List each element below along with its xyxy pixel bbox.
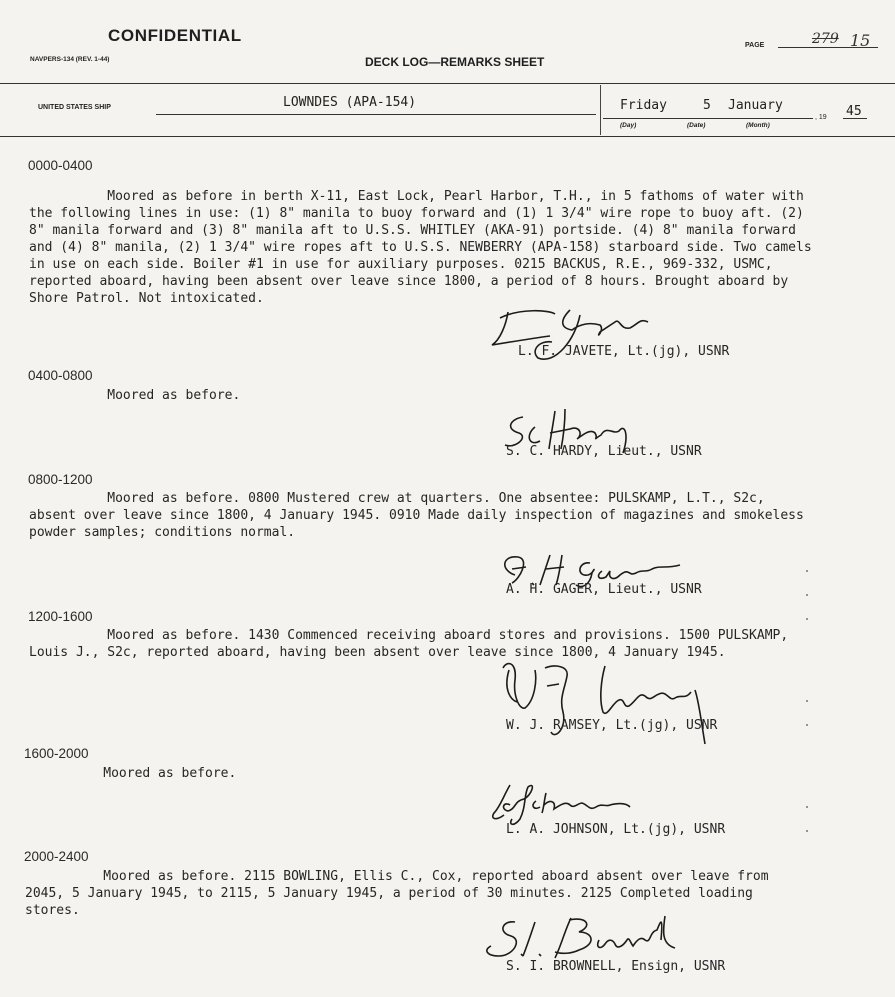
watch-period: 2000-2400	[24, 849, 89, 864]
watch-entry-line: Moored as before in berth X-11, East Lock, Pearl Harbor, T.H., in 5 fathoms of water with	[29, 189, 804, 204]
officer-signature: L. A. JOHNSON, Lt.(jg), USNR	[506, 822, 726, 837]
confidential-stamp: CONFIDENTIAL	[108, 26, 242, 45]
header-vertical-divider	[600, 85, 601, 135]
watch-entry-line: 8" manila forward and (3) 8" manila aft to U.S.S. WHITLEY (AKA-91) portside. (4) 8" manila forward	[29, 223, 797, 238]
watch-period: 0000-0400	[28, 158, 93, 173]
watch-period: 0400-0800	[28, 368, 93, 383]
watch-entry-line: Louis J., S2c, reported aboard, having been absent over leave since 1800, 4 January 1945.	[29, 645, 726, 660]
watch-entry-line: absent over leave since 1800, 4 January 1945. 0910 Made daily inspection of magazines and smokeless	[29, 508, 804, 523]
officer-signature: A. H. GAGER, Lieut., USNR	[506, 582, 702, 597]
paper-speck	[806, 570, 808, 572]
watch-entry-line: Moored as before. 2115 BOWLING, Ellis C., Cox, reported aboard absent over leave from	[25, 869, 769, 884]
watch-entry-line: Moored as before.	[29, 388, 241, 403]
paper-speck	[806, 830, 808, 832]
day-value: Friday	[620, 98, 667, 113]
date-value: 5	[703, 98, 711, 113]
page-number-struck: 279	[812, 31, 839, 47]
year-value: 45	[846, 104, 862, 119]
handwritten-signature	[495, 640, 718, 750]
ship-name-line	[156, 114, 596, 115]
date-caption: (Date)	[687, 122, 706, 129]
page-number: 15	[850, 31, 871, 50]
header-divider-bottom	[0, 136, 895, 137]
watch-entry-line: Moored as before. 0800 Mustered crew at quarters. One absentee: PULSKAMP, L.T., S2c,	[29, 491, 765, 506]
watch-entry-line: Shore Patrol. Not intoxicated.	[29, 291, 264, 306]
officer-signature: W. J. RAMSEY, Lt.(jg), USNR	[506, 718, 718, 733]
officer-signature: S. C. HARDY, Lieut., USNR	[506, 444, 702, 459]
header-divider-top	[0, 83, 895, 84]
watch-period: 1200-1600	[28, 609, 93, 624]
paper-speck	[806, 724, 808, 726]
ship-label: UNITED STATES SHIP	[38, 104, 111, 111]
paper-speck	[806, 594, 808, 596]
month-caption: (Month)	[746, 122, 770, 129]
watch-entry-line: Moored as before.	[25, 766, 237, 781]
day-caption: (Day)	[620, 122, 637, 129]
sheet-title: DECK LOG—REMARKS SHEET	[365, 55, 545, 69]
year-prefix: , 19	[815, 114, 827, 121]
watch-entry-line: in use on each side. Boiler #1 in use for auxiliary purposes. 0215 BACKUS, R.E., 969-332, USMC,	[29, 257, 773, 272]
watch-entry-line: stores.	[25, 903, 80, 918]
paper-speck	[806, 806, 808, 808]
watch-entry-line: and (4) 8" manila, (2) 1 3/4" wire ropes aft to U.S.S. NEWBERRY (APA-158) starboard side. Two camels	[29, 240, 812, 255]
watch-entry-line: 2045, 5 January 1945, to 2115, 5 January 1945, a period of 30 minutes. 2125 Completed loading	[25, 886, 753, 901]
officer-signature: S. I. BROWNELL, Ensign, USNR	[506, 959, 726, 974]
ship-name: LOWNDES (APA-154)	[283, 95, 417, 110]
form-number: NAVPERS-134 (REV. 1-44)	[30, 56, 110, 63]
watch-entry-line: powder samples; conditions normal.	[29, 525, 296, 540]
date-line	[603, 118, 813, 119]
watch-period: 1600-2000	[24, 746, 89, 761]
paper-speck	[806, 700, 808, 702]
watch-entry-line: reported aboard, having been absent over leave since 1800, a period of 8 hours. Brought aboard by	[29, 274, 789, 289]
page-label: PAGE	[745, 42, 765, 49]
month-value: January	[728, 98, 783, 113]
watch-period: 0800-1200	[28, 472, 93, 487]
officer-signature: L. F. JAVETE, Lt.(jg), USNR	[518, 344, 730, 359]
handwritten-signature	[475, 910, 695, 965]
watch-entry-line: the following lines in use: (1) 8" manila to buoy forward and (1) 1 3/4" wire rope to buoy aft. (2)	[29, 206, 804, 221]
watch-entry-line: Moored as before. 1430 Commenced receiving aboard stores and provisions. 1500 PULSKAMP,	[29, 628, 789, 643]
handwritten-signature	[480, 300, 680, 375]
paper-speck	[806, 618, 808, 620]
